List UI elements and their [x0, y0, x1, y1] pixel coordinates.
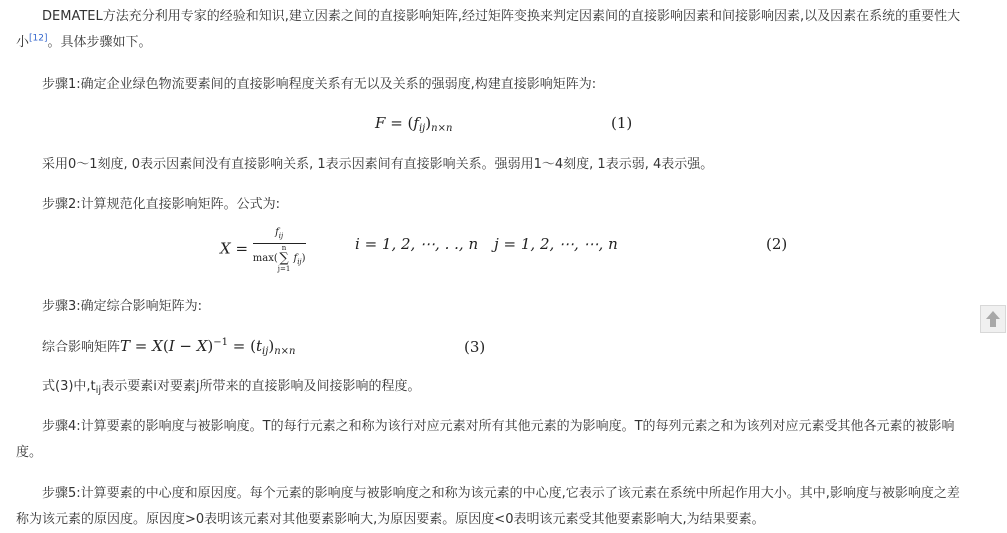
step4-paragraph: 步骤4:计算要素的影响度与被影响度。T的每行元素之和称为该行对应元素对所有其他元素的为影响度。T的每列元素之和为该列对应元素受其他各元素的被影响度。 — [16, 419, 955, 460]
step1-paragraph: 步骤1:确定企业绿色物流要素间的直接影响程度关系有无以及关系的强弱度,构建直接影响矩阵为: — [42, 77, 597, 92]
note3-paragraph: 式(3)中$,t_{ij}$表示要素i对要素j所带来的直接影响及间接影响的程度。 — [42, 379, 421, 396]
equation-2: X = $f_{ij}$ max( n ∑ j=1 $f_{ij}$) — [220, 227, 306, 273]
equation-1-number: (1) — [611, 114, 633, 132]
equation-1: $F = (f_{ij})_{n\times n}$ — [375, 114, 453, 134]
step5-paragraph: 步骤5:计算要素的中心度和原因度。每个元素的影响度与被影响度之和称为该元素的中心度,它表示了该元素在系统中所起作用大小。其中,影响度与被影响度之差称为该元素的原因度。原因度>0表明该元素对其他要素影响大,为原因要素。原因度<0表明该元素受其他要素影响大,为结果要素。 — [16, 486, 960, 527]
citation-link[interactable]: [12] — [29, 33, 48, 44]
equation-2-ranges: i = 1, 2, ⋯, . ., n j = 1, 2, ⋯, ⋯, n — [355, 235, 618, 253]
scale-note-paragraph: 采用0～1刻度, 0表示因素间没有直接影响关系, 1表示因素间有直接影响关系。强弱用1～4刻度, 1表示弱, 4表示强。 — [42, 157, 714, 172]
equation-2-fraction: $f_{ij}$ max( n ∑ j=1 $f_{ij}$) — [252, 227, 306, 273]
back-to-top-button[interactable] — [980, 305, 1006, 333]
step3-paragraph: 步骤3:确定综合影响矩阵为: — [42, 299, 203, 314]
equation-2-number: (2) — [766, 235, 788, 253]
equation-3-number: (3) — [464, 338, 486, 356]
intro-paragraph: DEMATEL方法充分利用专家的经验和知识,建立因素之间的直接影响矩阵,经过矩阵变换来判定因素间的直接影响因素和间接影响因素,以及因素在系统的重要性大小[12]。具体步骤如下。 — [16, 9, 961, 50]
equation-3: 综合影响矩阵$T = X(I - X)^{-1} = (t_{ij})_{n\times n}$ — [42, 337, 296, 357]
step2-paragraph: 步骤2:计算规范化直接影响矩阵。公式为: — [42, 197, 281, 212]
arrow-up-icon — [985, 310, 1001, 328]
